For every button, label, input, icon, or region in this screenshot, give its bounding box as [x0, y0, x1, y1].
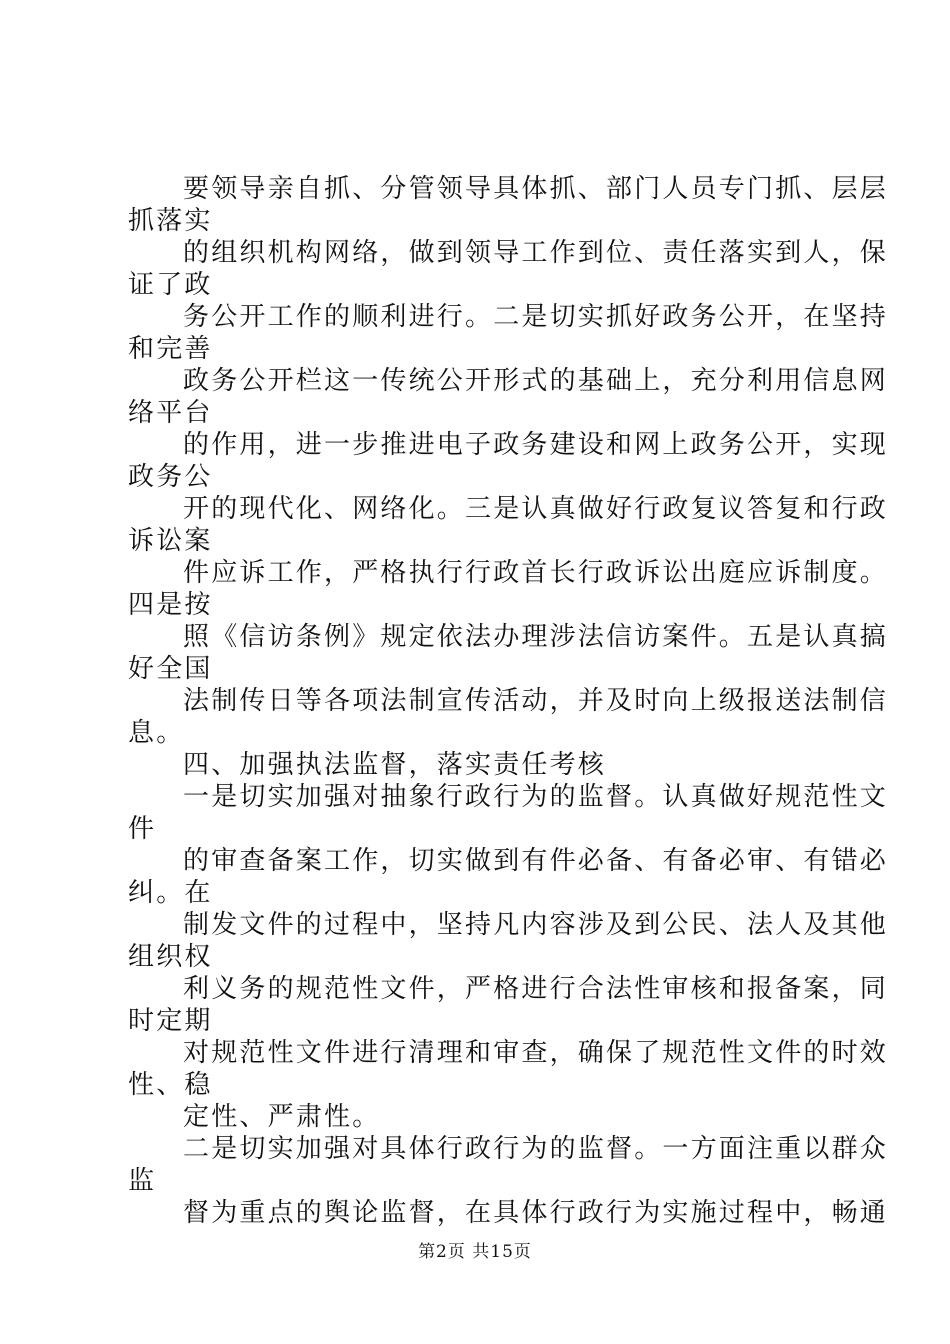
body-text-line: 性、稳 [128, 1070, 213, 1100]
page-number-footer: 第2页 共15页 [418, 1242, 532, 1262]
body-text-line: 好全国 [128, 654, 213, 684]
body-text-line: 制发文件的过程中，坚持凡内容涉及到公民、法人及其他 [183, 910, 889, 940]
body-text-line: 息。 [128, 718, 185, 748]
body-text-line: 络平台 [128, 398, 213, 428]
body-text-line: 组织权 [128, 942, 213, 972]
body-text-line: 定性、严肃性。 [183, 1102, 381, 1132]
body-text-line: 利义务的规范性文件，严格进行合法性审核和报备案，同 [183, 974, 889, 1004]
body-text-line: 监 [128, 1166, 157, 1196]
body-text-line: 一是切实加强对抽象行政行为的监督。认真做好规范性文 [183, 782, 889, 812]
body-text-line: 要领导亲自抓、分管领导具体抓、部门人员专门抓、层层 [183, 174, 889, 204]
body-text-line: 政务公 [128, 462, 213, 492]
body-text-line: 的组织机构网络，做到领导工作到位、责任落实到人，保 [183, 238, 889, 268]
body-text-line: 证了政 [128, 270, 213, 300]
body-text-line: 的审查备案工作，切实做到有件必备、有备必审、有错必 [183, 846, 889, 876]
body-text-line: 四是按 [128, 590, 213, 620]
body-text-line: 时定期 [128, 1006, 213, 1036]
body-text-line: 的作用，进一步推进电子政务建设和网上政务公开，实现 [183, 430, 889, 460]
body-text-line: 件应诉工作，严格执行行政首长行政诉讼出庭应诉制度。 [183, 558, 889, 588]
body-text-line: 件 [128, 814, 157, 844]
body-text-line: 二是切实加强对具体行政行为的监督。一方面注重以群众 [183, 1134, 889, 1164]
body-text-line: 对规范性文件进行清理和审查，确保了规范性文件的时效 [183, 1038, 889, 1068]
body-text-line: 务公开工作的顺利进行。二是切实抓好政务公开，在坚持 [183, 302, 889, 332]
body-text-line: 政务公开栏这一传统公开形式的基础上，充分利用信息网 [183, 366, 889, 396]
section-heading: 四、加强执法监督，落实责任考核 [183, 750, 607, 780]
body-text-line: 纠。在 [128, 878, 213, 908]
body-text-line: 督为重点的舆论监督，在具体行政行为实施过程中，畅通 [183, 1198, 889, 1228]
body-text-line: 法制传日等各项法制宣传活动，并及时向上级报送法制信 [183, 686, 889, 716]
body-text-line: 诉讼案 [128, 526, 213, 556]
body-text-line: 和完善 [128, 334, 213, 364]
body-text-line: 照《信访条例》规定依法办理涉法信访案件。五是认真搞 [183, 622, 889, 652]
body-text-line: 开的现代化、网络化。三是认真做好行政复议答复和行政 [183, 494, 889, 524]
body-text-line: 抓落实 [128, 206, 213, 236]
